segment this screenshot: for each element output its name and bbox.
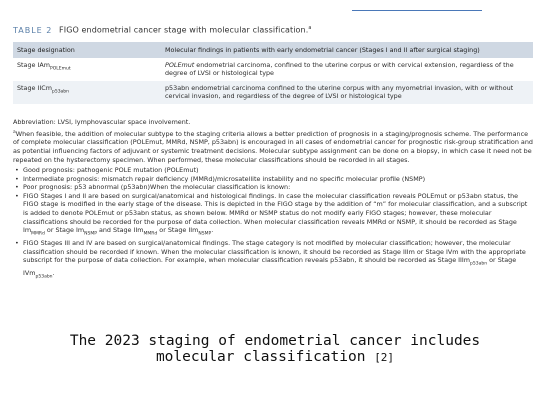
- list-item: • Intermediate prognosis: mismatch repair deficiency (MMRd)/microsatellite instability and no specific molecular profile (NSMP): [23, 175, 533, 184]
- table-title-text: FIGO endometrial cancer stage with molecular classification.: [59, 25, 309, 35]
- findings-text: p53abn endometrial carcinoma confined to the uterine corpus with any myometrial invasion, with or without cervical invasion, and regardless of the degree of LVSI or histological type: [165, 83, 514, 101]
- list-item: • FIGO Stages I and II are based on surgical/anatomical and histological findings. In case the molecular classification reveals POLEmut or p53abn status, the FIGO stage is modified in the early stage of the disease. This is depicted in the FIGO stage by the addition of “m” for molecular classification, and a subscript is added to denote POLEmut or p53abn status, as shown below. MMRd or NSMP status do not modify early FIGO stages; however, these molecular classifications should be recorded for the purpose of data collection. When molecular classification reveals MMRd or NSMP, it should be recorded as Stage $Im_{MMRd}$ or Stage $Im_{NSMP}$ and Stage IIm$_{MMRd}$ or Stage IIm$_{NSMP}$.: [23, 192, 533, 239]
- caption-text: The 2023 staging of endometrial cancer includes molecular classification: [69, 333, 481, 365]
- table-row: [13, 81, 533, 104]
- findings-text: endometrial carcinoma, confined to the uterine corpus or with cervical extension, regardless of the degree of LVSI or histological type: [165, 61, 514, 78]
- caption-citation: [2]: [374, 351, 395, 364]
- stage-cell: [13, 58, 161, 81]
- table-label: TABLE 2: [13, 25, 53, 35]
- stage-name: Stage IAm: [17, 61, 50, 69]
- stage-cell: [13, 81, 161, 104]
- footnote-text: When feasible, the addition of molecular subtype to the staging criteria allows a better prediction of prognosis in a staging/prognosis scheme. The performance of complete molecular classification (POLEmut, MMRd, NSMP, p53abn) is encouraged in all cases of endometrial cancer for prognostic risk-group stratification and as potential influencing factors of adjuvant or systemic treatment decisions. Molecular subtype assignment can be done on a biopsy, in which case it need not be repeated on the hysterectomy specimen. When performed, these molecular classifications should be recorded in all stages.: [13, 129, 533, 164]
- findings-cell: [161, 58, 533, 81]
- findings-emphasis: POLEmut: [165, 61, 195, 69]
- staging-table: [13, 42, 533, 104]
- stage-name: Stage IICm: [17, 83, 52, 92]
- footnote-mark: a: [13, 129, 16, 135]
- table-title-footnote-mark: a: [308, 25, 312, 31]
- prognosis-list: [13, 166, 533, 282]
- table-title: [13, 25, 312, 35]
- top-rule: [352, 10, 482, 11]
- stage-subscript: p53abn: [51, 89, 70, 95]
- stage-subscript: POLEmut: [49, 66, 71, 72]
- list-item: • FIGO Stages III and IV are based on surgical/anatomical findings. The stage category is not modified by molecular classification; however, the molecular classification should be recorded if known. When the molecular classification is known, it should be recorded as Stage IIIm or Stage IVm with the appropriate subscript for the purpose of data collection. For example, when molecular classification reveals p53abn, it should be recorded as Stage IIIm$_{p53abn}$ or Stage IVm$_{p53abn}$.: [23, 239, 533, 282]
- table-header-row: [13, 42, 533, 58]
- footnote: [13, 129, 533, 165]
- abbreviation-note: Abbreviation: LVSI, lymphovascular space involvement.: [13, 118, 191, 126]
- slide-caption: [40, 333, 510, 366]
- table-notes: [13, 118, 533, 282]
- findings-cell: [161, 81, 533, 104]
- header-molecular-findings: Molecular findings in patients with early endometrial cancer (Stages I and II after surgical staging): [161, 42, 533, 58]
- list-item: • Poor prognosis: p53 abnormal (p53abn)When the molecular classification is known:: [23, 183, 533, 192]
- list-item: • Good prognosis: pathogenic POLE mutation (POLEmut): [23, 166, 533, 175]
- header-stage-designation: Stage designation: [13, 42, 161, 58]
- table-row: [13, 58, 533, 81]
